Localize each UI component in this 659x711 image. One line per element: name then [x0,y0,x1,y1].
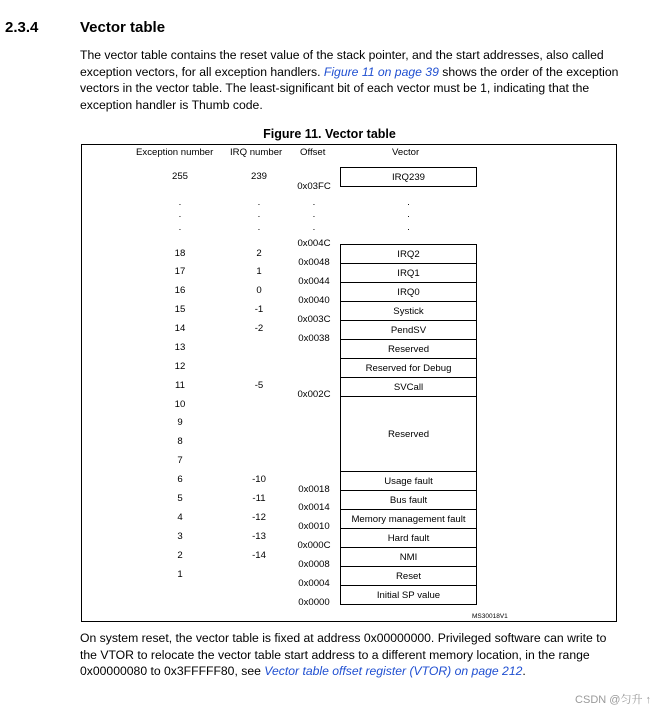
irq-number: -14 [252,550,266,561]
vector-initial-sp: Initial SP value [340,585,477,605]
figure-code: MS30018V1 [472,613,508,620]
exception-number: 17 [174,266,186,277]
figure-caption: Figure 11. Vector table [263,127,396,141]
figure-link[interactable]: Figure 11 on page 39 [323,64,439,79]
outro-paragraph [80,630,625,680]
vector-memmanage-fault: Memory management fault [340,509,477,529]
exception-number: 6 [177,474,183,485]
exception-number: 7 [177,455,183,466]
vector-irq0: IRQ0 [340,282,477,302]
irq-number: -12 [252,512,266,523]
vector-usage-fault: Usage fault [340,471,477,491]
irq-number: -13 [252,531,266,542]
exception-number: 13 [174,342,186,353]
irq-number: . [257,209,261,220]
header-irq-number: IRQ number [230,147,283,158]
irq-number: -10 [252,474,266,485]
section-title: Vector table [80,19,166,36]
irq-number: 239 [250,171,267,182]
vector-nmi: NMI [340,547,477,567]
irq-number: -1 [254,304,264,315]
outro-text-1: On system reset, the vector table is fixed at address 0x00000000. Privileged software can write to the VTOR to relocate the vector table start address to a different memory location, in the range 0x00000080 to 0x3FFFFF80, see [80,631,607,678]
intro-text-1: The vector table contains the reset value of the stack pointer, and the start addresses, also called exception vectors, for all exception handlers. [80,48,604,79]
offset-label: 0x0010 [298,521,330,532]
vector-systick: Systick [340,301,477,321]
exception-number: 15 [174,304,186,315]
vector-pendsv: PendSV [340,320,477,340]
exception-number: 8 [177,436,183,447]
exception-number: . [178,222,182,233]
offset-label: . [312,222,316,233]
vector-reset: Reset [340,566,477,586]
offset-label: 0x0048 [298,257,330,268]
exception-number: . [178,197,182,208]
exception-number: . [178,209,182,220]
vector-irq2: IRQ2 [340,244,477,264]
exception-number: 4 [177,512,183,523]
offset-label: 0x0000 [298,597,330,608]
irq-number: . [257,197,261,208]
offset-label: . [312,209,316,220]
offset-label: 0x004C [297,238,331,249]
offset-label: 0x0038 [298,333,330,344]
exception-number: 3 [177,531,183,542]
exception-number: 18 [174,248,186,259]
vector-reserved-block: Reserved [340,396,477,472]
exception-number: 9 [177,417,183,428]
vector-ellipsis: . [407,222,410,233]
irq-number: -11 [252,493,266,504]
offset-label: 0x0014 [298,502,330,513]
exception-number: 5 [177,493,183,504]
exception-number: 255 [171,171,188,182]
intro-text-2: shows the order of the exception vectors in the vector table. The least-significant bit of each vector must be 1, indicating that the exception handler is Thumb code. [80,64,619,112]
offset-label: 0x0004 [298,578,330,589]
watermark: CSDN @匀升 ↑ [575,694,651,706]
exception-number: 16 [174,285,186,296]
vector-ellipsis: . [407,197,410,208]
irq-number: 2 [256,248,262,259]
offset-label: 0x0008 [298,559,330,570]
exception-number: 2 [177,550,183,561]
vector-hard-fault: Hard fault [340,528,477,548]
vector-svcall: SVCall [340,377,477,397]
offset-label: 0x003C [297,314,331,325]
exception-number: 1 [177,569,183,580]
irq-number: 1 [256,266,262,277]
irq-number: -2 [254,323,264,334]
vector-ellipsis: . [407,209,410,220]
vector-reserved: Reserved [340,339,477,359]
irq-number: . [257,222,261,233]
vector-irq1: IRQ1 [340,263,477,283]
offset-label: 0x0018 [298,484,330,495]
offset-label: 0x03FC [297,181,331,192]
offset-label: . [312,197,316,208]
vector-irq239: IRQ239 [340,167,477,187]
irq-number: 0 [256,285,262,296]
section-number: 2.3.4 [5,19,39,36]
header-vector: Vector [392,147,420,158]
outro-text-2: . [522,664,526,678]
vector-bus-fault: Bus fault [340,490,477,510]
exception-number: 12 [174,361,186,372]
header-offset: Offset [300,147,326,158]
offset-label: 0x000C [297,540,331,551]
vtor-link[interactable]: Vector table offset register (VTOR) on page 212 [264,664,523,678]
header-exception-number: Exception number [136,147,214,158]
exception-number: 10 [174,399,186,410]
offset-label: 0x0040 [298,295,330,306]
irq-number: -5 [254,380,264,391]
offset-label: 0x0044 [298,276,330,287]
exception-number: 11 [175,380,185,391]
exception-number: 14 [174,323,186,334]
intro-paragraph [80,47,625,113]
vector-reserved-debug: Reserved for Debug [340,358,477,378]
offset-label: 0x002C [297,389,331,400]
